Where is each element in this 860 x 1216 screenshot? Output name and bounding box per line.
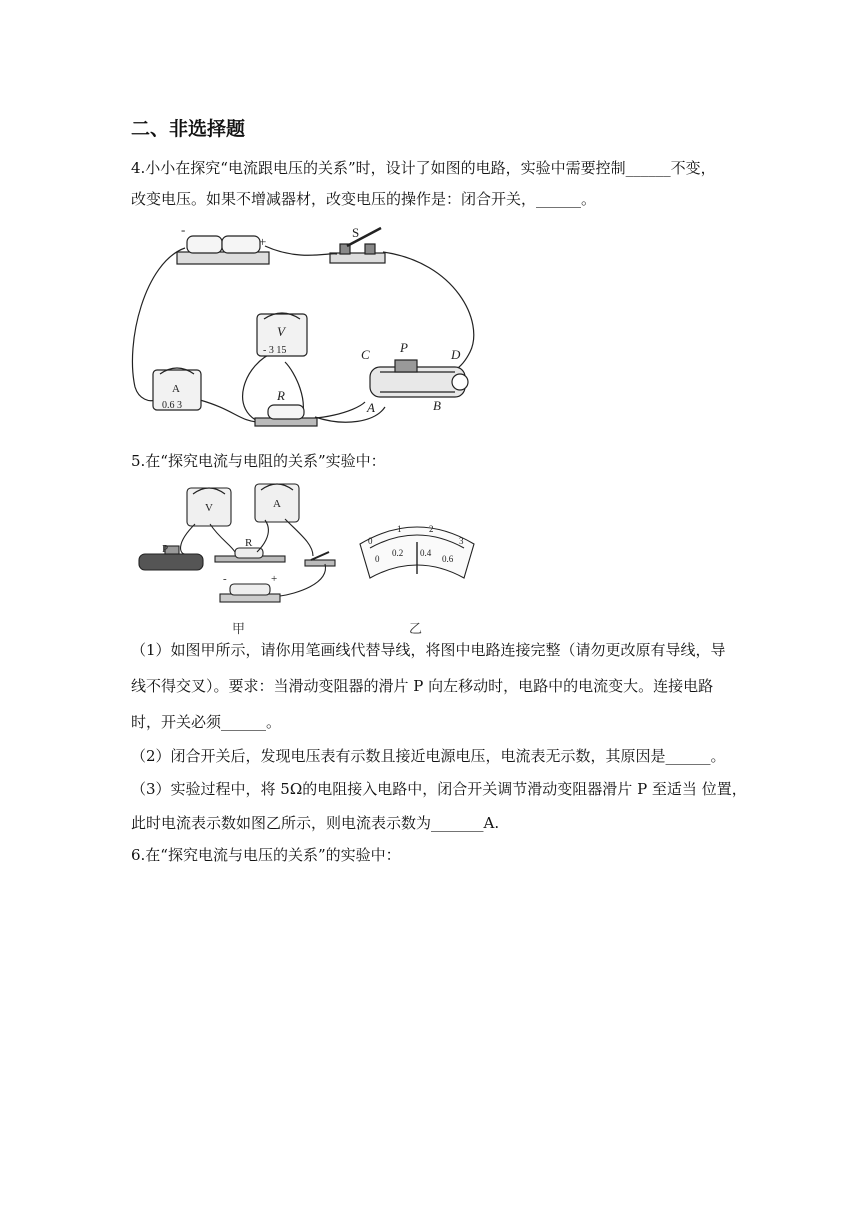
yi-bottom-tick-0: 0 <box>375 554 380 564</box>
jia-resistor-label: R <box>245 537 253 549</box>
terminal-a-label: A <box>367 400 375 415</box>
caption-yi: 乙 <box>409 622 423 637</box>
q5-figure-yi-ammeter-dial <box>356 518 478 586</box>
q5-intro: 5.在“探究电流与电阻的关系”实验中： <box>131 452 386 470</box>
yi-top-tick-3: 3 <box>459 536 464 546</box>
jia-ammeter-label: A <box>273 498 281 510</box>
switch-label: S <box>352 225 360 240</box>
q5-p1-line3: 时，开关必须______。 <box>131 713 282 731</box>
yi-bottom-tick-02: 0.2 <box>392 548 404 558</box>
q5-figure-jia <box>135 474 345 614</box>
q4-circuit-figure <box>125 222 495 432</box>
q5-p1-line2: 线不得交叉）。要求：当滑动变阻器的滑片 P 向左移动时，电路中的电流变大。连接电路 <box>131 677 714 695</box>
battery-plus-label: + <box>259 234 267 249</box>
yi-bottom-tick-04: 0.4 <box>420 548 432 558</box>
battery-minus-label: - <box>181 222 186 237</box>
yi-top-tick-0: 0 <box>368 536 373 546</box>
q5-p3-line2: 此时电流表示数如图乙所示，则电流表示数为_______A. <box>131 814 500 832</box>
jia-voltmeter-label: V <box>205 502 213 514</box>
q5-p2: （2）闭合开关后，发现电压表有示数且接近电源电压，电流表无示数，其原因是______。 <box>131 747 726 765</box>
yi-top-tick-1: 1 <box>397 524 402 534</box>
yi-bottom-tick-06: 0.6 <box>442 554 454 564</box>
voltmeter-scale-label: - 3 15 <box>263 345 287 356</box>
q4-text-line2: 改变电压。如果不增减器材，改变电压的操作是：闭合开关，______。 <box>131 190 597 208</box>
voltmeter-label: V <box>277 324 285 339</box>
jia-slider-label: P <box>162 543 169 555</box>
caption-jia: 甲 <box>232 622 246 637</box>
terminal-d-label: D <box>451 347 461 362</box>
yi-top-tick-2: 2 <box>429 524 434 534</box>
resistor-label: R <box>277 388 285 403</box>
jia-battery-minus-label: - <box>223 573 227 585</box>
q6-intro: 6.在“探究电流与电压的关系”的实验中： <box>131 846 401 864</box>
ammeter-scale-label: 0.6 3 <box>162 400 182 411</box>
jia-battery-plus-label: + <box>271 573 278 585</box>
q5-p3-line1: （3）实验过程中，将 5Ω的电阻接入电路中，闭合开关调节滑动变阻器滑片 P 至适当 位置， <box>131 780 747 798</box>
ammeter-label: A <box>172 383 180 395</box>
section-title: 二、非选择题 <box>131 118 246 140</box>
q4-text-line1: 4.小小在探究“电流跟电压的关系”时，设计了如图的电路，实验中需要控制______不变， <box>131 159 716 177</box>
terminal-b-label: B <box>433 398 441 413</box>
q5-p1-line1: （1）如图甲所示，请你用笔画线代替导线，将图中电路连接完整（请勿更改原有导线，导 <box>131 641 726 659</box>
terminal-c-label: C <box>361 347 370 362</box>
slider-label: P <box>400 340 408 355</box>
